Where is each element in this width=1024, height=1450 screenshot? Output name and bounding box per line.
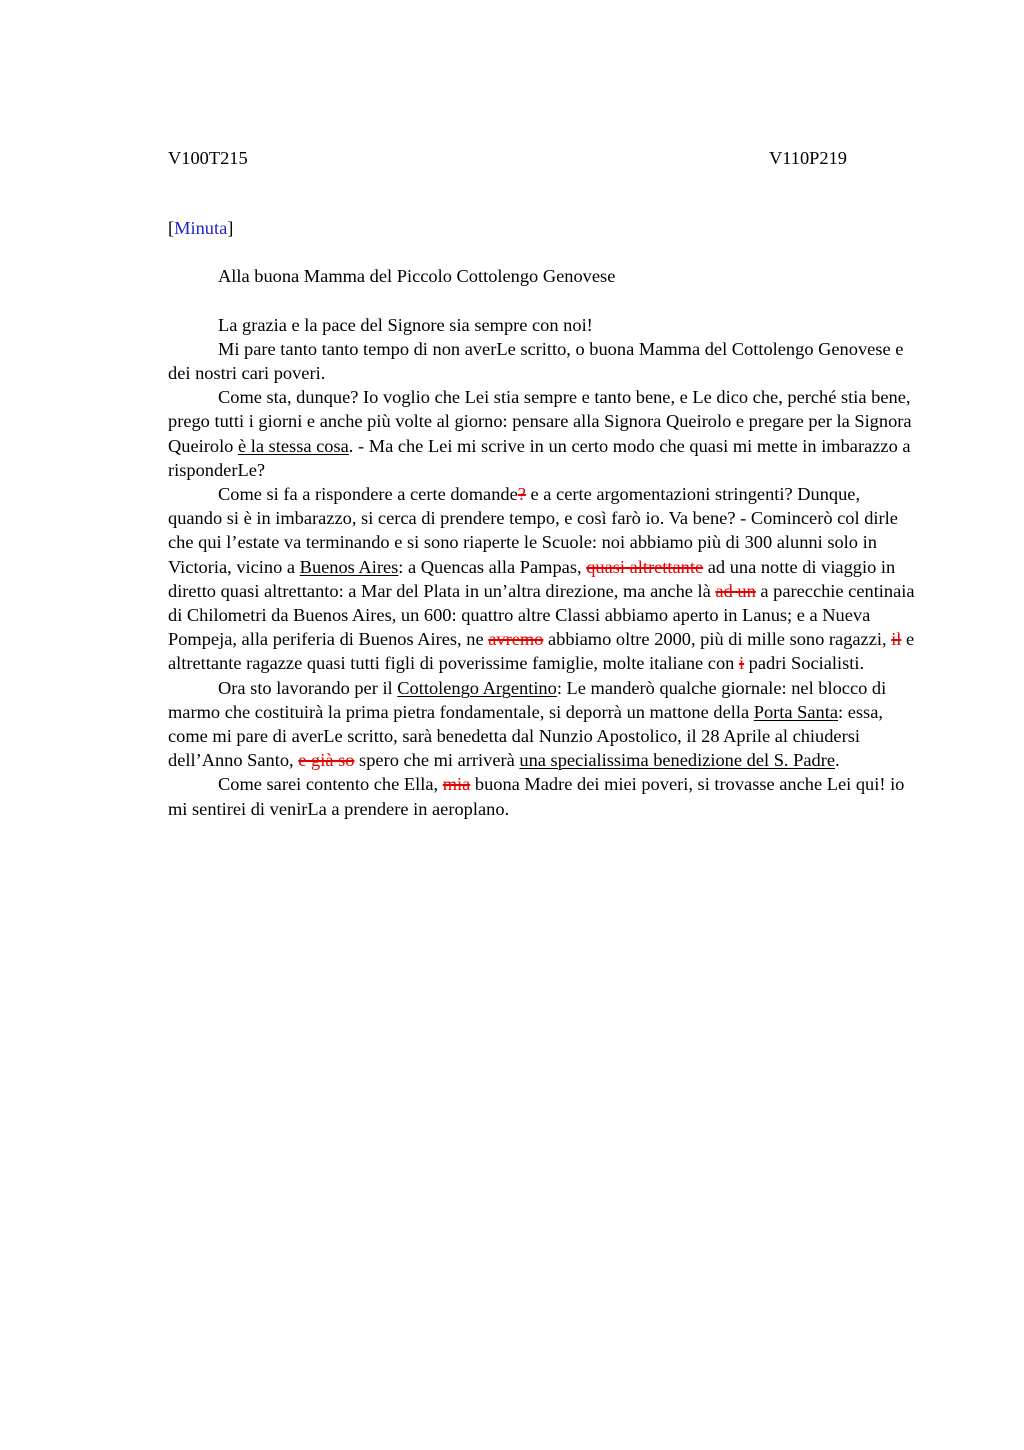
para-greeting	[168, 313, 916, 337]
text-segment: e a certe argomentazioni stringenti? Dunque, quando si è in imbarazzo, si cerca di prendere tempo, e così farò io. Va bene? - Comincerò col dirle che qui l’estate va terminando e si sono riaperte le Scuole: noi abbiamo più di 300 alunni solo in Victoria, vicino a	[168, 484, 903, 577]
text-segment: Ora sto lavorando per il	[218, 677, 398, 698]
text-segment: . - Ma che Lei mi scrive in un certo modo che quasi mi mette in imbarazzo a risponderLe?	[168, 435, 916, 480]
text-segment: ]	[227, 218, 234, 239]
text-segment: La grazia e la pace del Signore sia sempre con noi!	[218, 314, 593, 335]
underlined-text-segment: è la stessa cosa	[237, 435, 349, 456]
letter-body	[168, 216, 920, 821]
para-closing	[168, 772, 916, 820]
text-segment: spero che mi arriverà	[354, 750, 520, 771]
text-segment: [	[168, 218, 175, 239]
deleted-text-segment: mia	[442, 774, 471, 795]
deleted-text-segment: ad un	[715, 580, 756, 601]
underlined-text-segment: Porta Santa	[753, 701, 839, 722]
text-segment: buona Madre dei miei poveri, si trovasse anche Lei qui! io mi sentirei di venirLa a prendere in aeroplano.	[168, 774, 909, 819]
underlined-text-segment: Cottolengo Argentino	[397, 677, 557, 698]
text-segment: Come sarei contento che Ella,	[218, 774, 443, 795]
para-opening	[168, 337, 916, 385]
text-segment: : essa, come mi pare di averLe scritto, sarà benedetta dal Nunzio Apostolico, il 28 Aprile al chiudersi dell’Anno Santo,	[168, 701, 888, 771]
text-segment: Come sta, dunque? Io voglio che Lei stia sempre e tanto bene, e Le dico che, perché stia bene, prego tutti i giorni e anche più volte al giorno: pensare alla Signora Queirolo e pregare per la Signora Queirolo	[168, 387, 917, 456]
deleted-text-segment: i	[738, 653, 745, 674]
para-come-si-fa	[168, 482, 920, 676]
text-segment: : a Quencas alla Pampas,	[398, 556, 587, 577]
annotation-text-segment: Minuta	[174, 218, 228, 239]
text-segment: Come si fa a rispondere a certe domande	[218, 484, 518, 505]
text-segment: : Le manderò qualche giornale: nel blocco di marmo che costituirà la prima pietra fondamentale, si deporrà un mattone della	[168, 677, 891, 722]
text-segment: ad una notte di viaggio in diretto quasi altrettanto: a Mar del Plata in un’altra direzione, ma anche là	[168, 556, 900, 601]
underlined-text-segment: Buenos Aires	[299, 556, 399, 577]
header-code-right: V110P219	[769, 148, 847, 168]
text-segment: Alla buona Mamma del Piccolo Cottolengo Genovese	[218, 266, 616, 287]
text-segment: abbiamo oltre 2000, più di mille sono ragazzi,	[543, 629, 892, 650]
underlined-text-segment: una specialissima benedizione del S. Padre	[519, 750, 836, 771]
text-segment: a parecchie centinaia di Chilometri da Buenos Aires, un 600: quattro altre Classi abbiamo aperto in Lanus; e a Nueva Pompeja, alla periferia di Buenos Aires, ne	[168, 580, 920, 650]
text-segment: e altrettante ragazze quasi tutti figli di poverissime famiglie, molte italiane con	[168, 629, 919, 674]
letter-heading	[168, 264, 916, 288]
para-come-sta	[168, 385, 916, 482]
deleted-text-segment: ?	[517, 484, 526, 505]
para-ora-sto	[168, 676, 916, 773]
minuta-line	[168, 216, 916, 240]
deleted-text-segment: e già so	[298, 750, 355, 771]
deleted-text-segment: il	[891, 629, 902, 650]
text-segment: Mi pare tanto tanto tempo di non averLe scritto, o buona Mamma del Cottolengo Genovese e dei nostri cari poveri.	[168, 338, 908, 384]
page-header	[168, 146, 916, 170]
text-segment: padri Socialisti.	[744, 653, 865, 674]
header-code-left: V100T215	[168, 148, 248, 168]
deleted-text-segment: avremo	[488, 629, 544, 650]
text-segment: .	[835, 750, 840, 771]
deleted-text-segment: quasi altrettante	[586, 556, 704, 577]
